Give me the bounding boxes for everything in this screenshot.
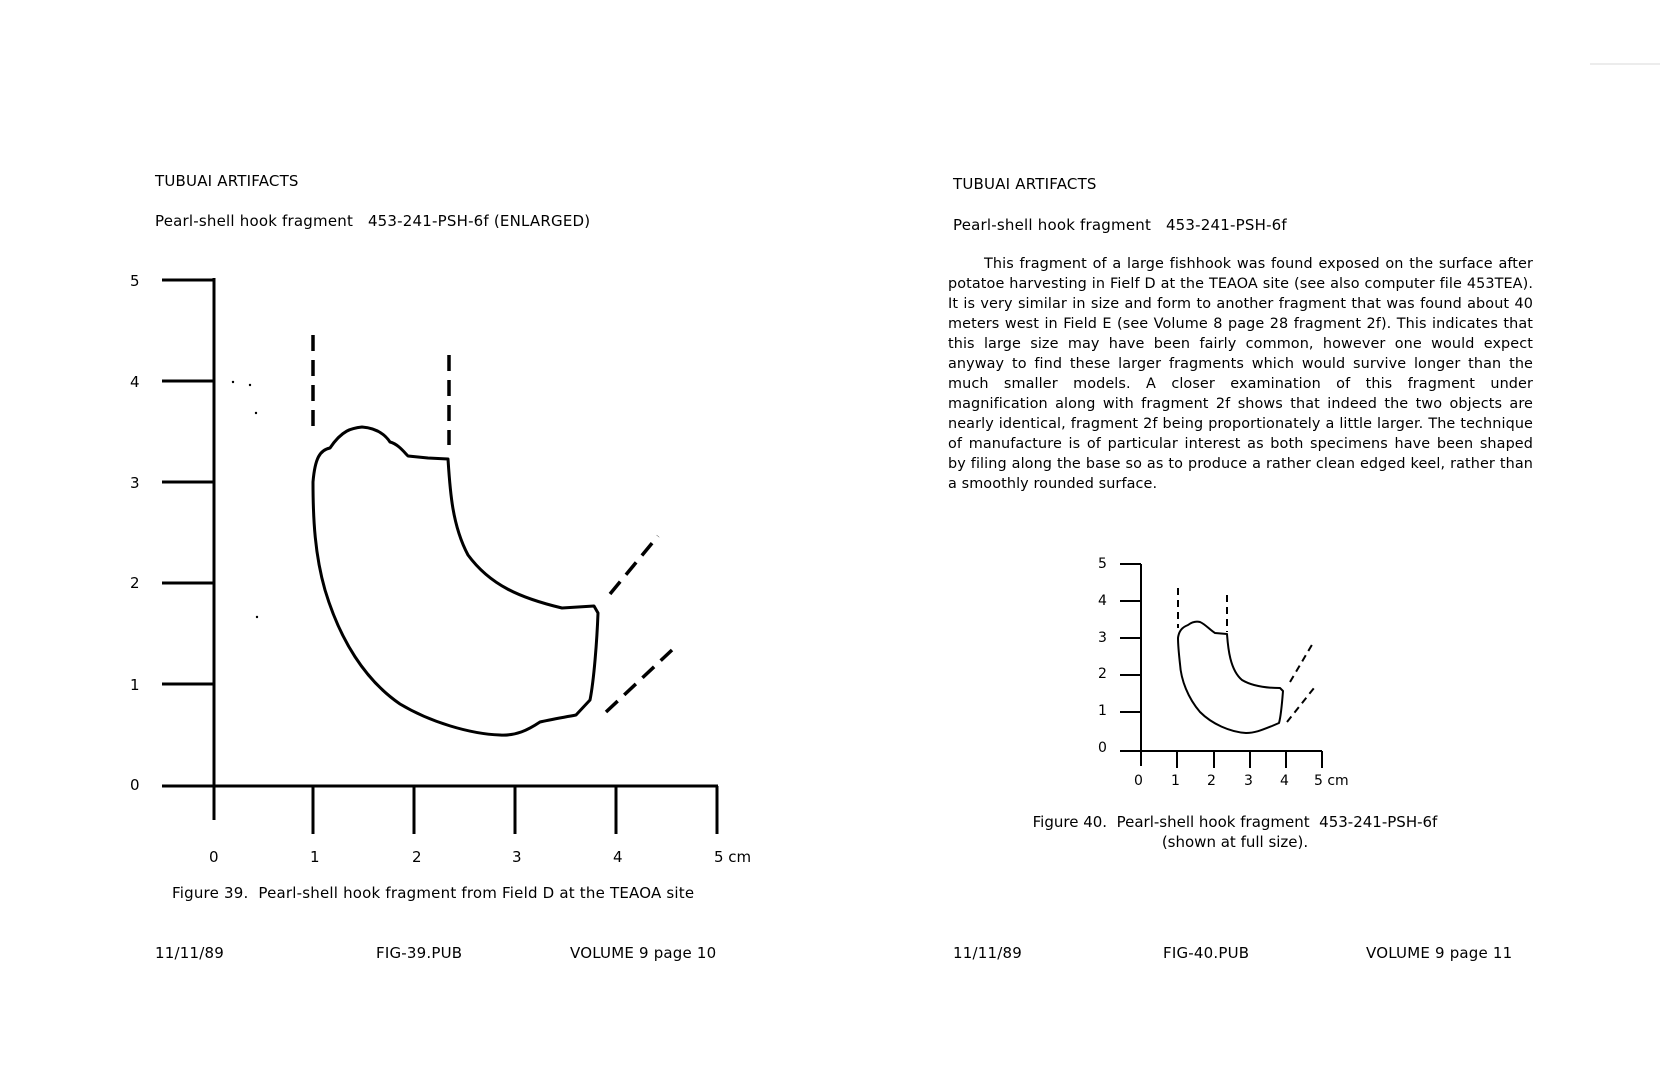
right-y-tick-1: 1 [1098,703,1107,719]
left-y-tick-0: 0 [130,776,140,794]
left-scan-dots [232,381,258,618]
right-subtitle: Pearl-shell hook fragment 453-241-PSH-6f [953,216,1287,234]
right-dashed-lines [1178,588,1314,722]
left-y-tick-5: 5 [130,272,140,290]
right-x-tick-1: 1 [1171,773,1180,789]
right-x-tick-2: 2 [1207,773,1216,789]
left-x-tick-4: 4 [613,848,623,866]
right-x-tick-0: 0 [1134,773,1143,789]
left-y-tick-1: 1 [130,676,140,694]
right-header: TUBUAI ARTIFACTS [953,175,1097,193]
left-figure-axes [162,278,718,834]
left-y-tick-3: 3 [130,474,140,492]
right-footer-page: VOLUME 9 page 11 [1366,944,1513,962]
left-caption: Figure 39. Pearl-shell hook fragment from Field D at the TEAOA site [172,884,695,902]
right-y-tick-3: 3 [1098,630,1107,646]
right-y-tick-4: 4 [1098,593,1107,609]
left-x-tick-3: 3 [512,848,522,866]
left-y-tick-4: 4 [130,373,140,391]
right-x-tick-5: 5 cm [1314,773,1349,789]
right-figure-axes [1120,564,1322,768]
right-y-tick-5: 5 [1098,556,1107,572]
right-footer-date: 11/11/89 [953,944,1022,962]
right-body-paragraph: This fragment of a large fishhook was found exposed on the surface after potatoe harvesting in Fielf D at the TEAOA site (see also computer file 453TEA). It is very similar in size and form to another fragment that was found about 40 meters west in Field E (see Volume 8 page 28 fragment 2f). This indicates that this large size may have been fairly common, however one would expect anyway to find these larger fragments which would survive longer than the much smaller models. A closer examination of this fragment under magnification along with fragment 2f shows that indeed the two objects are nearly identical, fragment 2f being proportionately a little larger. The technique of manufacture is of particular interest as both specimens have been shaped by filing along the base so as to produce a rather clean edged keel, rather than a smoothly rounded surface. [948,256,1533,492]
left-x-tick-0: 0 [209,848,219,866]
left-x-tick-5: 5 cm [714,848,752,866]
left-x-tick-1: 1 [310,848,320,866]
left-header: TUBUAI ARTIFACTS [155,172,299,190]
right-x-tick-3: 3 [1244,773,1253,789]
left-subtitle: Pearl-shell hook fragment 453-241-PSH-6f (ENLARGED) [155,212,591,230]
left-y-tick-2: 2 [130,574,140,592]
right-footer-file: FIG-40.PUB [1163,944,1250,962]
right-y-tick-0: 0 [1098,740,1107,756]
left-dashed-lines [313,335,672,712]
right-caption-line2: (shown at full size). [1161,833,1309,851]
left-hook-fragment-outline [313,427,598,735]
left-x-tick-2: 2 [412,848,422,866]
left-footer-file: FIG-39.PUB [376,944,463,962]
right-hook-fragment-outline [1178,622,1283,733]
left-footer-page: VOLUME 9 page 10 [570,944,717,962]
right-y-tick-2: 2 [1098,666,1107,682]
right-x-tick-4: 4 [1280,773,1289,789]
right-caption-line1: Figure 40. Pearl-shell hook fragment 453-241-PSH-6f [1032,813,1438,831]
left-footer-date: 11/11/89 [155,944,224,962]
